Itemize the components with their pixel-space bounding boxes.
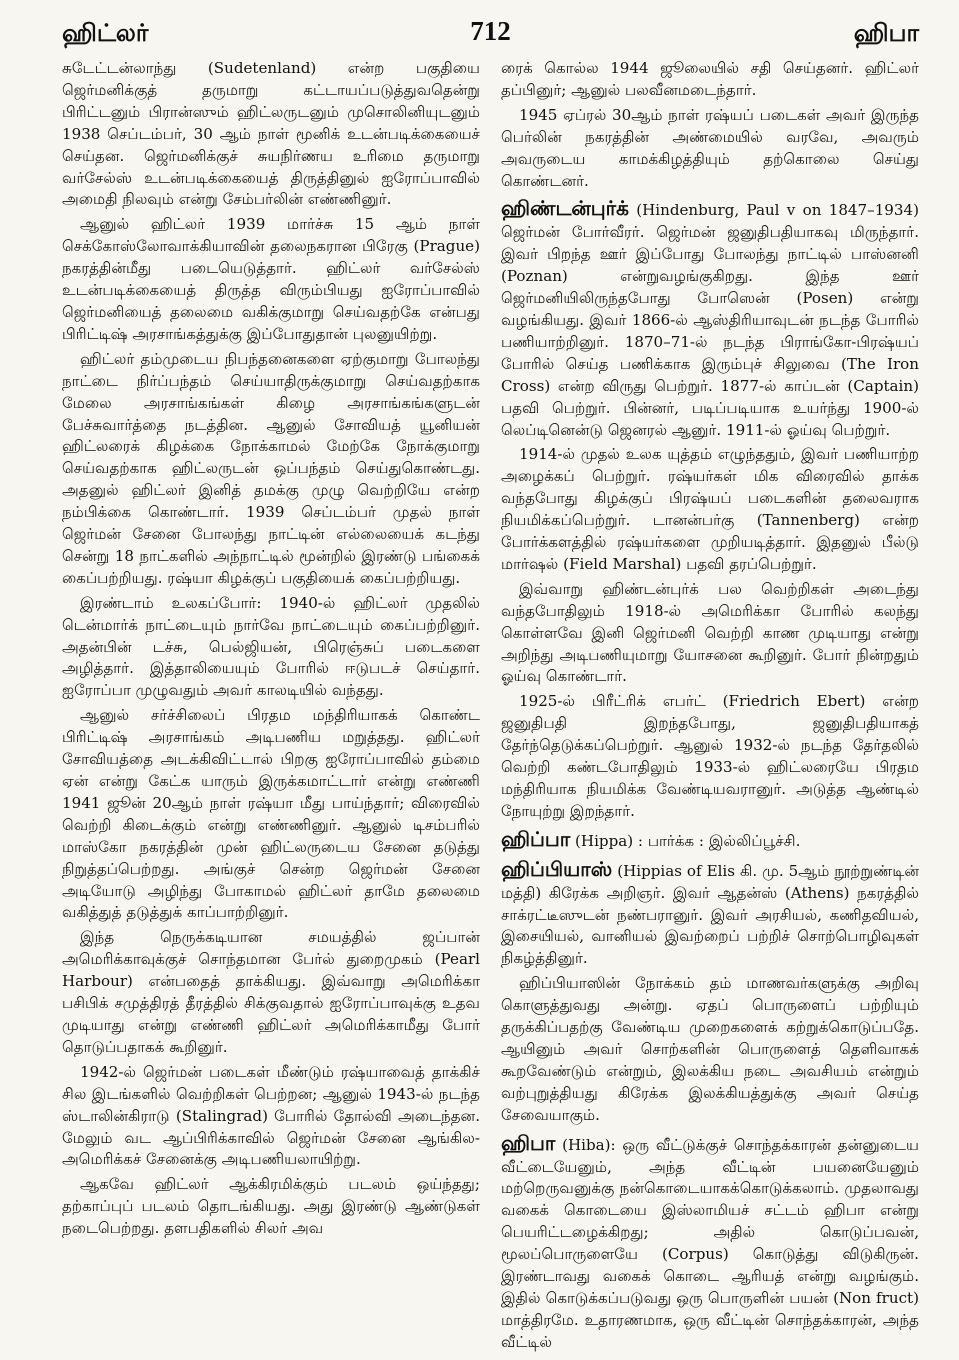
running-head-right: ஹிபா: [853, 18, 919, 47]
paragraph: ஹிட்லர் தம்முடைய நிபந்தனைகளை ஏற்குமாறு போலந்து நாட்டை நிர்ப்பந்தம் செய்யாதிருக்குமாறு செய்வதற்காக மேலை அரசாங்கங்கள் கிழை அரசாங்கங்களுடன் பேச்சுவார்த்தை நடத்தின. ஆனுல் சோவியத் யூனியன் ஹிட்லரைக் கிழக்கை நோக்காமல் மேற்கே நோக்குமாறு செய்வதற்காக ஹிட்லருடன் ஒப்பந்தம் செய்துகொண்டது. அதனுல் ஹிட்லர் இனித் தமக்கு முழு வெற்றியே என்ற நம்பிக்கை கொண்டார். 1939 செப்டம்பர் முதல் நாள் ஜெர்மன் சேனை போலந்து நாட்டின் எல்லையைக் கடந்து சென்று 18 நாட்களில் அந்நாட்டில் மூன்றில் இரண்டு பங்கைக் கைப்பற்றியது. ரஷ்யா கிழக்குப் பகுதியைக் கைப்பற்றியது.: [62, 349, 480, 587]
entry-lead: (Hippias of Elis கி. மு. 5ஆம் நூற்றுண்டின் மத்தி) கிரேக்க அறிஞர். இவர் ஆதன்ஸ் (Athens) நகரத்தில் சாக்ரட்டீஸுடன் நண்பரானுர். இவர் அரசியல், கணிதவியல், இசையியல், வானியல் இவற்றைப் பற்றிச் சொற்பொழிவுகள் நிகழ்த்தினுர்.: [501, 861, 919, 968]
entry-hindenburg: [501, 196, 919, 441]
paragraph: 1942-ல் ஜெர்மன் படைகள் மீண்டும் ரஷ்யாவைத் தாக்கிச் சில இடங்களில் வெற்றிகள் பெற்றன; ஆனுல் 1943-ல் நடந்த ஸ்டாலின்கிராடு (Stalingrad) போரில் தோல்வி அடைந்தன. மேலும் வட ஆப்பிரிக்காவில் ஜெர்மன் சேனை ஆங்கில-அமெரிக்கச் சேனைக்கு அடிபணியலாயிற்று.: [62, 1062, 480, 1169]
paragraph: ஆனுல் ஹிட்லர் 1939 மார்ச்சு 15 ஆம் நாள் செக்கோஸ்லோவாக்கியாவின் தலைநகரான பிரேகு (Prague) நகரத்தின்மீது படையெடுத்தார். ஹிட்லர் வர்சேல்ஸ் உடன்படிக்கையைத் திருத்த விரும்பியது ஐரோப்பாவில் ஜெர்மனியைத் தலைமை வகிக்குமாறு செய்வதற்கே என்பது பிரிட்டிஷ் அரசாங்கத்துக்கு இப்போதுதான் புலனுயிற்று.: [62, 215, 480, 343]
paragraph: ரைக் கொல்ல 1944 ஜூலையில் சதி செய்தனர். ஹிட்லர் தப்பினுர்; ஆனுல் பலவீனமடைந்தார்.: [501, 59, 919, 99]
paragraph: ஆனுல் சர்ச்சிலைப் பிரதம மந்திரியாகக் கொண்ட பிரிட்டிஷ் அரசாங்கம் அடிபணிய மறுத்தது. ஹிட்லர் சோவியத்தை அடக்கிவிட்டால் பிறகு ஐரோப்பாவில் தம்மை ஏன் என்று கேட்க யாரும் இருக்கமாட்டார் என்று எண்ணி 1941 ஜூன் 20ஆம் நாள் ரஷ்யா மீது பாய்ந்தார்; விரைவில் வெற்றி கிடைக்கும் என்று எண்ணினுர். ஆனுல் டிசம்பரில் மாஸ்கோ நகரத்தின் முன் ஹிட்லருடைய சேனை தடுத்து நிறுத்தப்பெற்றது. அங்குச் சென்ற ஜெர்மன் சேனை அடியோடு அழிந்து போகாமல் ஹிட்லர் தாமே தலைமை வகித்துத் தடுத்துக் காப்பாற்றினுர்.: [62, 706, 480, 922]
entry-hippa-reference: [501, 827, 919, 853]
entry-term: ஹிபா: [501, 1130, 556, 1155]
paragraph: ஹிப்பியாஸின் நோக்கம் தம் மாணவர்களுக்கு அறிவு கொளுத்துவது அன்று. ஏதப் பொருளைப் பற்றியும் தருக்கிப்பதற்கு வேண்டிய முறைகளைக் கற்றுக்கொடுப்பதே. ஆயினும் அவர் சொற்களின் பொருளைத் தெளிவாகக் கூறவேண்டும் என்றும், இலக்கிய நடை அவசியம் என்றும் வற்புறுத்தியது கிரேக்க இலக்கியத்துக்கு அவர் செய்த சேவையாகும்.: [501, 974, 919, 1124]
page-header: [62, 14, 919, 58]
paragraph: இந்த நெருக்கடியான சமயத்தில் ஜப்பான் அமெரிக்காவுக்குச் சொந்தமான பேர்ல் துறைமுகம் (Pearl Harbour) என்பதைத் தாக்கியது. இவ்வாறு அமெரிக்கா பசிபிக் சமுத்திரத் தீரத்தில் சிக்குவதால் ஐரோப்பாவுக்கு உதவ முடியாது என்று எண்ணி ஹிட்லர் அமெரிக்காமீது போர் தொடுப்பதாகக் கூறினுர்.: [62, 928, 480, 1056]
paragraph: 1925-ல் பிரீட்ரிக் எபர்ட் (Friedrich Ebert) என்ற ஜனுதிபதி இறந்தபோது, ஜனுதிபதியாகத் தேர்ந்தெடுக்கப்பெற்றுர். ஆனுல் 1932-ல் நடந்த தேர்தலில் வெற்றி கண்டபோதிலும் 1933-ல் ஹிட்லரையே பிரதம மந்திரியாக நியமிக்க வேண்டியவரானுர். அடுத்த ஆண்டில் நோயுற்று இறந்தார்.: [501, 692, 919, 820]
entry-term: ஹிப்பா: [501, 826, 571, 851]
page-number: 712: [470, 16, 511, 46]
paragraph: ஆகவே ஹிட்லர் ஆக்கிரமிக்கும் படலம் ஒய்ந்தது; தற்காப்புப் படலம் தொடங்கியது. அது இரண்டு ஆண்டுகள் நடைபெற்றது. தளபதிகளில் சிலர் அவ: [62, 1175, 480, 1238]
entry-lead: (Hindenburg, Paul v on 1847–1934) ஜெர்மன் போர்வீரர். ஜெர்மன் ஜனுதிபதியாகவு மிருந்தார். இவர் பிறந்த ஊர் இப்போது போலந்து நாட்டில் பாஸ்னனி (Poznan) என்றுவழங்குகிறது. இந்த ஊர் ஜெர்மனியிலிருந்தபோது போஸென் (Posen) என்று வழங்கியது. இவர் 1866-ல் ஆஸ்திரியாவுடன் நடந்த போரில் பணியாற்றினுர். 1870–71-ல் நடந்த பிராங்கோ-பிரஷ்யப் போரில் செய்த பணிக்காக இரும்புச் சிலுவை (The Iron Cross) என்ற விருது பெற்றுர். 1877-ல் காப்டன் (Captain) பதவி பெற்றுர். பின்னர், படிப்படியாக உயர்ந்து 1900-ல் லெப்டினென்டு ஜெனரல் ஆனுர். 1911-ல் ஓய்வு பெற்றுர்.: [501, 201, 919, 439]
entry-hiba: [501, 1131, 919, 1354]
entry-term: ஹிப்பியாஸ்: [501, 856, 613, 881]
text-columns: [62, 58, 919, 1357]
entry-lead: (Hiba): ஒரு வீட்டுக்குச் சொந்தக்காரன் தன்னுடைய வீட்டையேனும், அந்த வீட்டின் பயனையேனும் மற்றெருவனுக்கு நன்கொடையாகக்கொடுக்கலாம். முதலாவது வகைக் கொடையை இஸ்லாமியச் சட்டம் ஹிபா என்று பெயரிட்டழைக்கிறது; அதில் கொடுப்பவன், மூலப்பொருளையே (Corpus) கொடுத்து விடுகிருன். இரண்டாவது வகைக் கொடை ஆரியத் என்று வழங்கும். இதில் கொடுக்கப்படுவது ஒரு பொருளின் பயன் (Non fruct) மாத்திரமே. உதாரணமாக, ஒரு வீட்டின் சொந்தக்காரன், அந்த வீட்டில்: [501, 1135, 919, 1351]
paragraph: இரண்டாம் உலகப்போர்: 1940-ல் ஹிட்லர் முதலில் டென்மார்க் நாட்டையும் நார்வே நாட்டையும் கைப்பற்றினுர். அதன்பின் டச்சு, பெல்ஜியன், பிரெஞ்சுப் படைகளை அழித்தார். இத்தாலியையும் போரில் ஈடுபடச் செய்தார். ஐரோப்பா முழுவதும் அவர் காலடியில் வந்தது.: [62, 593, 480, 700]
paragraph: 1945 ஏப்ரல் 30ஆம் நாள் ரஷ்யப் படைகள் அவர் இருந்த பெர்லின் நகரத்தின் அண்மையில் வரவே, அவரும் அவருடைய காமக்கிழத்தியும் தற்கொலை செய்து கொண்டனர்.: [501, 105, 919, 190]
paragraph: 1914-ல் முதல் உலக யுத்தம் எழுந்ததும், இவர் பணியாற்ற அழைக்கப் பெற்றுர். ரஷ்யர்கள் மிக விரைவில் தாக்க வந்தபோது கிழக்குப் பிரஷ்யப் படைகளின் தலைவராக நியமிக்கப்பெற்றுர். டானன்பர்கு (Tannenberg) என்ற போர்க்களத்தில் ரஷ்யர்களை முறியடித்தார். இதனுல் பீல்டு மார்ஷல் (Field Marshal) பதவி தரப்பெற்றுர்.: [501, 445, 919, 573]
paragraph: சுடேட்டன்லாந்து (Sudetenland) என்ற பகுதியை ஜெர்மனிக்குத் தருமாறு கட்டாயப்படுத்துவதென்று பிரிட்டனும் பிரான்ஸும் ஹிட்லருடனும் முசொலினியுடனும் 1938 செப்டம்பர், 30 ஆம் நாள் மூனிக் உடன்படிக்கையைச் செய்தன. ஜெர்மனிக்குச் சுயநிர்ணய உரிமை தருமாறு வர்சேல்ஸ் உடன்படிக்கையைத் திருத்தினுல் ஐரோப்பாவில் அமைதி நிலவும் என்று சேம்பர்லின் எண்ணினுர்.: [62, 59, 480, 209]
right-column: [501, 58, 919, 1357]
running-head-left: ஹிட்லர்: [62, 18, 149, 47]
left-column: [62, 58, 480, 1357]
entry-hippias: [501, 857, 919, 971]
paragraph: இவ்வாறு ஹிண்டன்புர்க் பல வெற்றிகள் அடைந்து வந்தபோதிலும் 1918-ல் அமெரிக்கா போரில் கலந்து கொள்ளவே இனி ஜெர்மனி வெற்றி காண முடியாது என்று அறிந்து அடிபணியுமாறு யோசனை கூறினுர். போர் நின்றதும் ஓய்வு கொண்டார்.: [501, 579, 919, 686]
entry-cross-reference: (Hippa) : பார்க்க : இல்லிப்பூச்சி.: [570, 831, 801, 850]
entry-term: ஹிண்டன்புர்க்: [501, 196, 629, 221]
